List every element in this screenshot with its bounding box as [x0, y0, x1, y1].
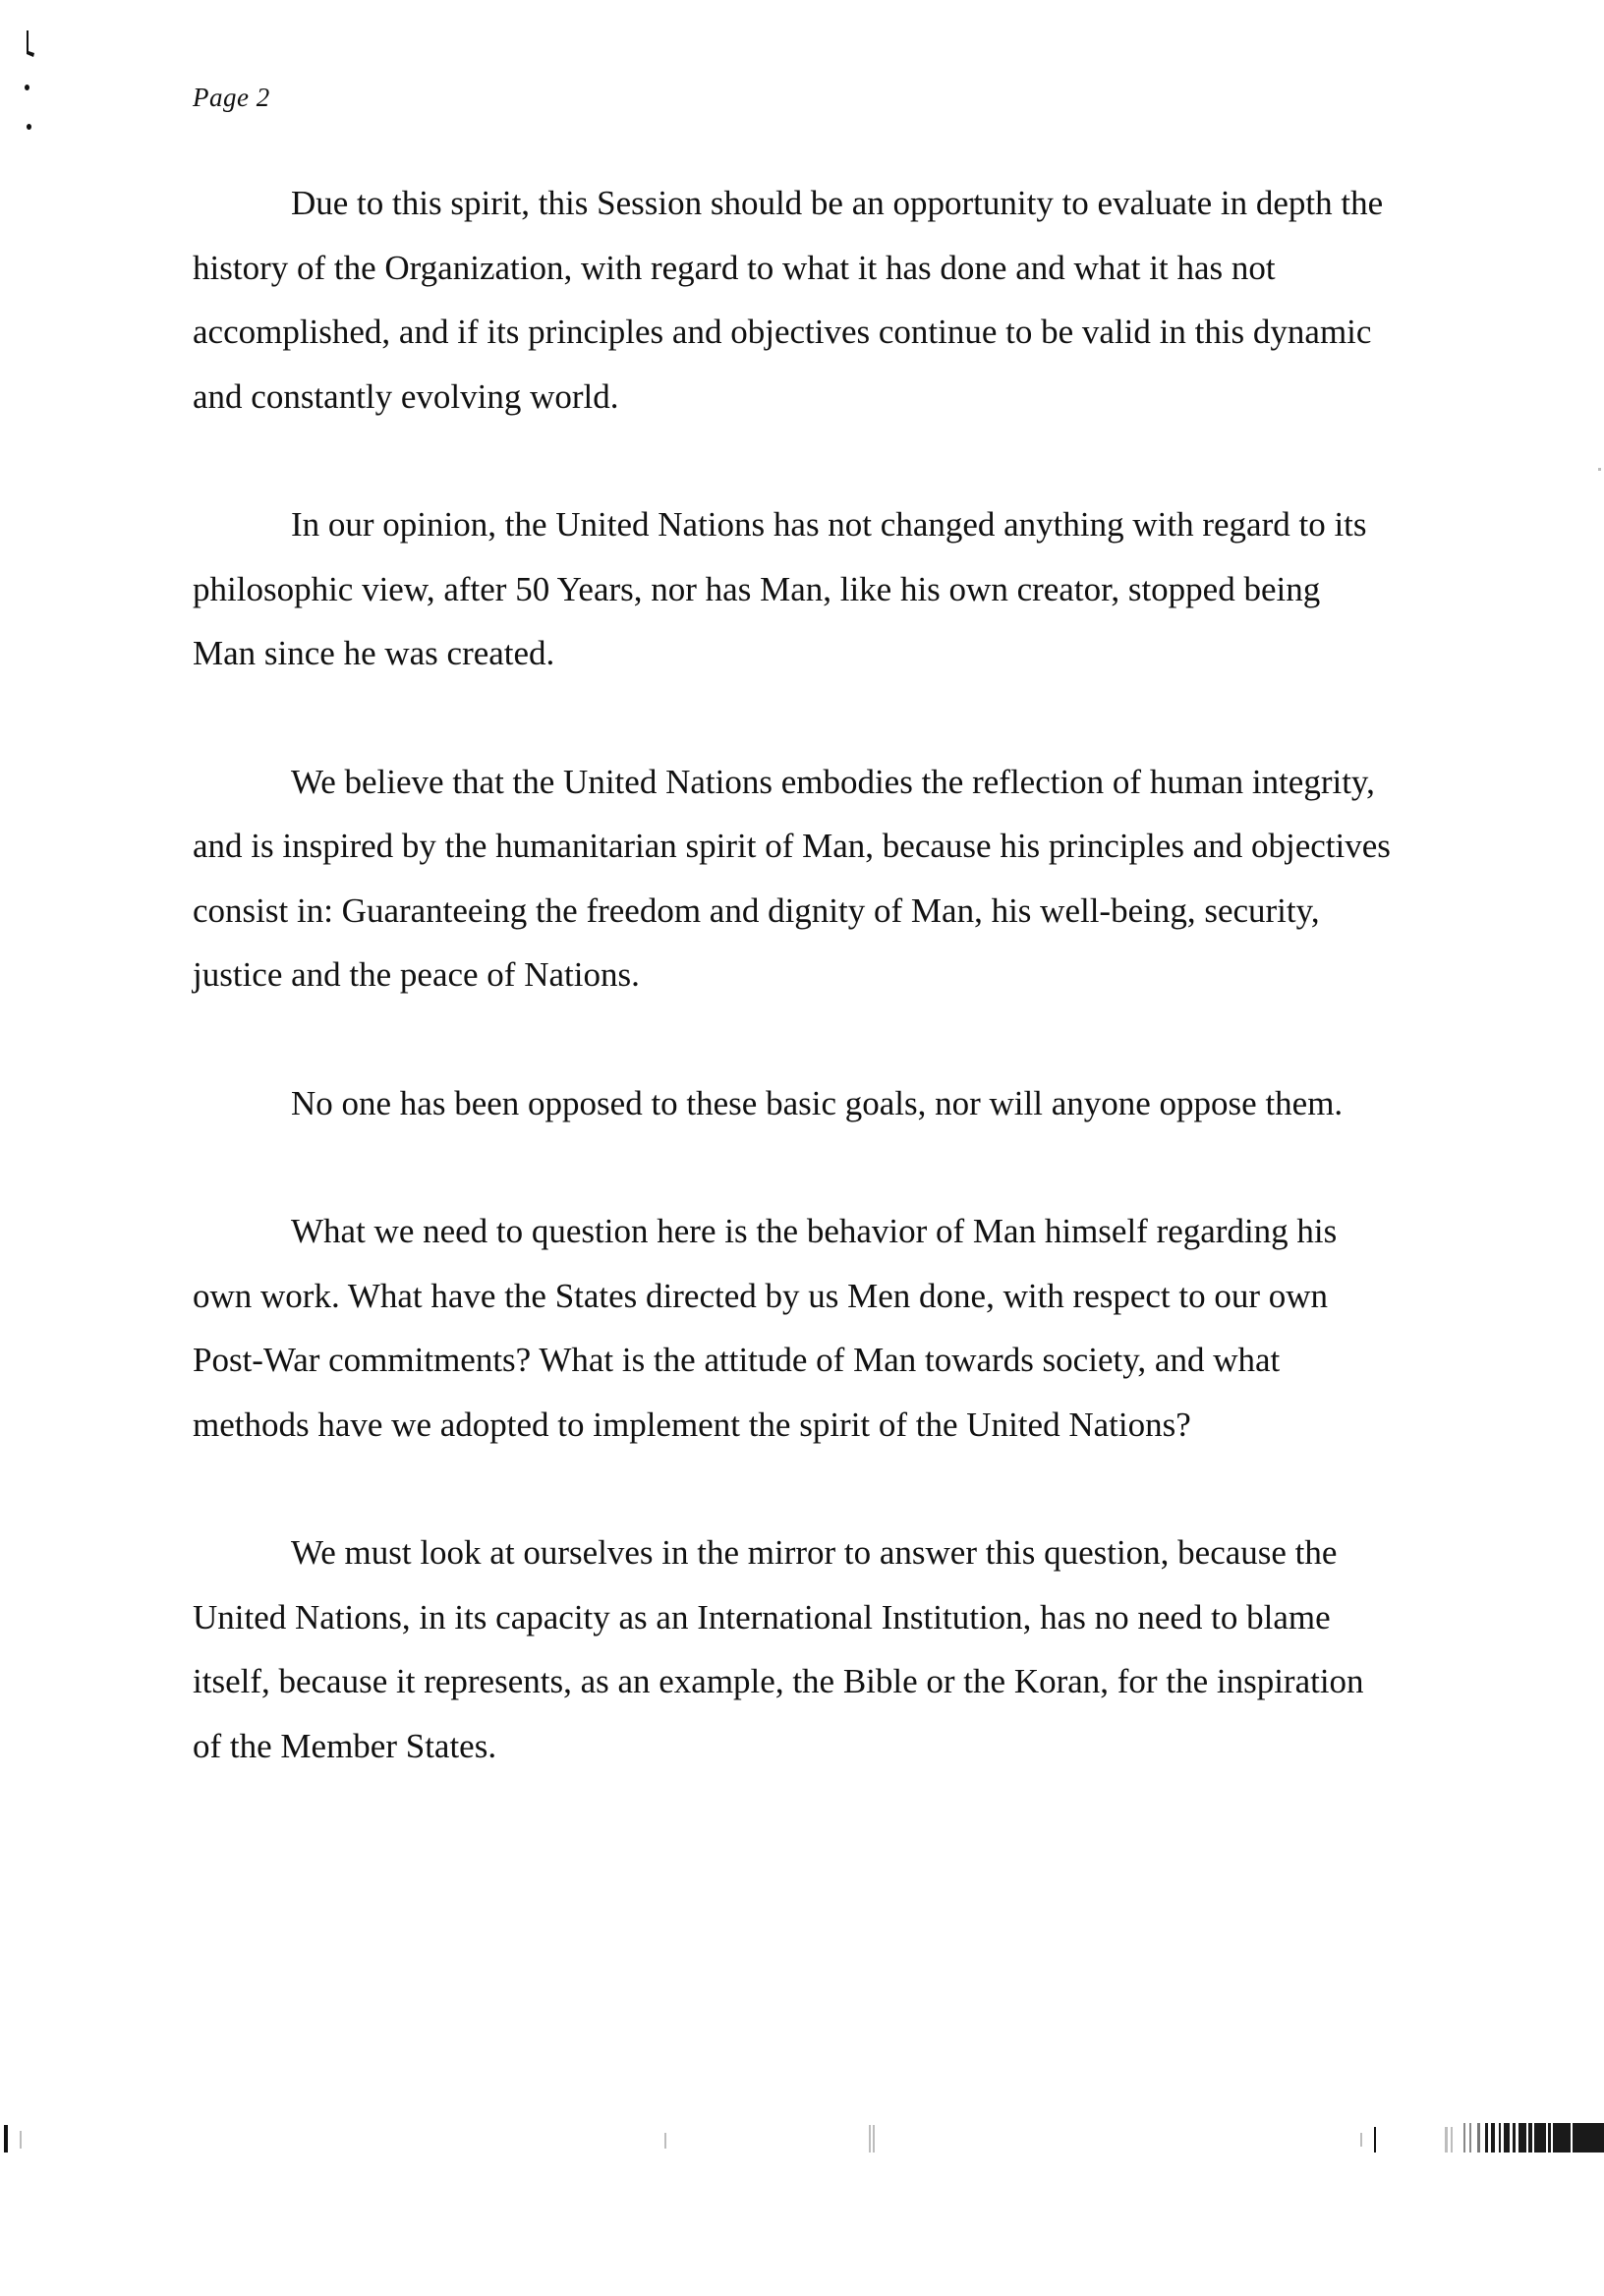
scan-dot	[27, 124, 31, 130]
scan-barcode-mark	[1440, 2123, 1604, 2152]
document-body	[193, 171, 1392, 1842]
scan-mark	[4, 2125, 8, 2152]
scan-mark	[664, 2133, 666, 2149]
scan-mark	[1374, 2127, 1376, 2152]
paragraph: We believe that the United Nations embodies the reflection of human integrity, and is inspired by the humanitarian spirit of Man, because his principles and objectives consist in: Guaranteeing the freedom and dignity of Man, his well-being, security, justice and the peace of Nations.	[193, 762, 1391, 994]
scan-mark	[20, 2131, 22, 2149]
paragraph: We must look at ourselves in the mirror to answer this question, because the United Nations, in its capacity as an International Institution, has no need to blame itself, because it represents, as an example, the Bible or the Koran, for the inspiration of the Member States.	[193, 1533, 1364, 1765]
scan-dot	[25, 85, 29, 90]
page-number-label: Page 2	[193, 83, 270, 112]
scan-mark-glyph	[22, 29, 35, 61]
paragraph: In our opinion, the United Nations has not changed anything with regard to its philosophic view, after 50 Years, nor has Man, like his own creator, stopped being Man since he was created.	[193, 505, 1367, 672]
scan-speck	[1598, 468, 1601, 471]
scan-mark	[873, 2125, 875, 2152]
paragraph: No one has been opposed to these basic goals, nor will anyone oppose them.	[291, 1083, 1344, 1122]
paragraph: What we need to question here is the behavior of Man himself regarding his own work. What have the States directed by us Men done, with respect to our own Post-War commitments? What is the attitude of Man towards society, and what methods have we adopted to implement the spirit of the United Nations?	[193, 1212, 1338, 1444]
paragraph: Due to this spirit, this Session should be an opportunity to evaluate in depth the history of the Organization, with regard to what it has done and what it has not accomplished, and if its principles and objectives continue to be valid in this dynamic and constantly evolving world.	[193, 184, 1384, 416]
scan-mark	[1360, 2133, 1362, 2147]
scan-mark	[869, 2125, 871, 2152]
